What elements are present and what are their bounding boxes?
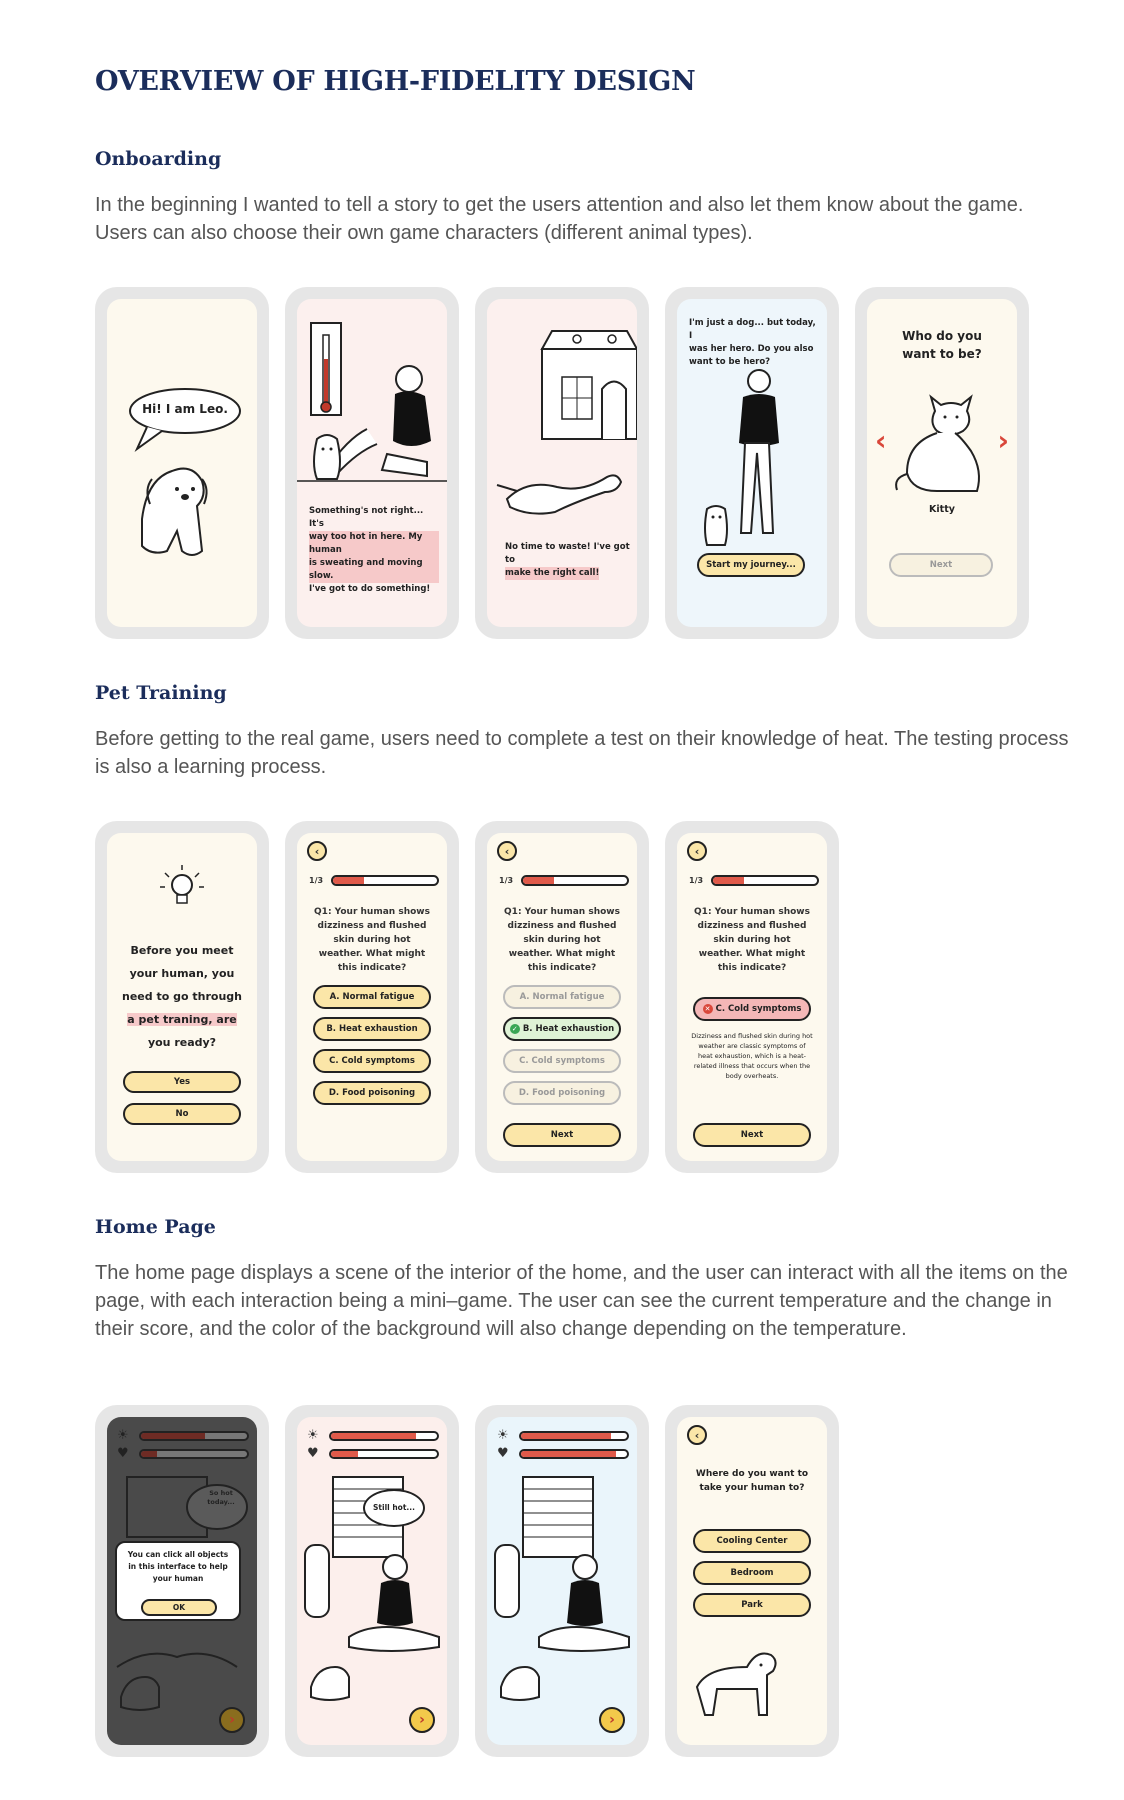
training-screen-1 bbox=[107, 833, 257, 1161]
answer-option-d[interactable]: D. Food poisoning bbox=[313, 1081, 431, 1105]
training-screen-4 bbox=[677, 833, 827, 1161]
story-text-2: Something's not right... It's way too hot in here. My human is sweating and moving slow. I've got to do something! bbox=[309, 505, 439, 596]
next-character-arrow-icon[interactable]: › bbox=[997, 424, 1009, 457]
human-standing-dog-illustration bbox=[677, 299, 827, 627]
training-phone-1 bbox=[95, 821, 269, 1173]
home-interior-illustration bbox=[297, 1417, 447, 1745]
tutorial-popup bbox=[115, 1541, 241, 1621]
yes-button[interactable]: Yes bbox=[123, 1071, 241, 1093]
answer-option-a[interactable]: A. Normal fatigue bbox=[503, 985, 621, 1009]
home-screen-3 bbox=[487, 1417, 637, 1745]
home-phone-1 bbox=[95, 1405, 269, 1757]
training-description: Before getting to the real game, users need to complete a test on their knowledge of heat. The testing process is also a learning process. bbox=[95, 728, 1069, 778]
heart-icon: ♥ bbox=[497, 1446, 509, 1461]
story-text-3: No time to waste! I've got to make the right call! bbox=[505, 542, 630, 578]
character-select-title: Who do you want to be? bbox=[902, 329, 982, 361]
onboarding-phone-1 bbox=[95, 287, 269, 639]
home-screen-2 bbox=[297, 1417, 447, 1745]
answer-option-c[interactable]: C. Cold symptoms bbox=[313, 1049, 431, 1073]
no-button[interactable]: No bbox=[123, 1103, 241, 1125]
training-phone-3 bbox=[475, 821, 649, 1173]
next-arrow-icon[interactable]: › bbox=[409, 1707, 435, 1733]
answer-option-a[interactable]: A. Normal fatigue bbox=[313, 985, 431, 1009]
onboarding-screen-2 bbox=[297, 299, 447, 627]
cross-icon: ✕ bbox=[703, 1004, 713, 1014]
training-phone-2 bbox=[285, 821, 459, 1173]
thought-bubble-text: Still hot... bbox=[373, 1503, 415, 1512]
home-description: The home page displays a scene of the interior of the home, and the user can interact with all the items on the page, with each interaction being a mini–game. The user can see the current temperature and the change in their score, and the color of the background will also change depending on the temperature. bbox=[95, 1262, 1068, 1340]
destination-question: Where do you want to take your human to? bbox=[695, 1469, 809, 1493]
next-button[interactable]: Next bbox=[503, 1123, 621, 1147]
check-icon: ✓ bbox=[510, 1024, 520, 1034]
training-screen-2 bbox=[297, 833, 447, 1161]
quiz-question: Q1: Your human shows dizziness and flushed skin during hot weather. What might this indicate? bbox=[314, 907, 430, 973]
training-heading: Pet Training bbox=[95, 682, 227, 704]
home-phone-2 bbox=[285, 1405, 459, 1757]
onboarding-screen-3 bbox=[487, 299, 637, 627]
training-screen-3 bbox=[487, 833, 637, 1161]
onboarding-screen-1 bbox=[107, 299, 257, 627]
progress-fill bbox=[713, 877, 744, 884]
bedroom-button[interactable]: Bedroom bbox=[693, 1561, 811, 1585]
dog-speech-illustration bbox=[107, 299, 257, 627]
back-arrow-icon[interactable]: ‹ bbox=[687, 1425, 707, 1445]
wrong-answer-option[interactable] bbox=[693, 997, 811, 1021]
quiz-question: Q1: Your human shows dizziness and flushed skin during hot weather. What might this indicate? bbox=[694, 907, 810, 973]
cooling-center-button[interactable]: Cooling Center bbox=[693, 1529, 811, 1553]
onboarding-phone-3 bbox=[475, 287, 649, 639]
answer-option-b-label: B. Heat exhaustion bbox=[522, 1024, 615, 1034]
sun-icon: ☀ bbox=[307, 1428, 319, 1443]
quiz-progress-bar bbox=[711, 875, 819, 886]
back-arrow-icon[interactable]: ‹ bbox=[687, 841, 707, 861]
ok-button[interactable]: OK bbox=[141, 1599, 217, 1616]
cat-illustration bbox=[867, 299, 1017, 627]
sun-icon: ☀ bbox=[117, 1428, 129, 1443]
training-phone-4 bbox=[665, 821, 839, 1173]
previous-character-arrow-icon[interactable]: ‹ bbox=[875, 424, 887, 457]
onboarding-heading: Onboarding bbox=[95, 148, 222, 170]
quiz-progress-bar bbox=[331, 875, 439, 886]
answer-option-d[interactable]: D. Food poisoning bbox=[503, 1081, 621, 1105]
home-phone-3 bbox=[475, 1405, 649, 1757]
start-journey-button[interactable]: Start my journey... bbox=[697, 553, 805, 577]
onboarding-screen-5 bbox=[867, 299, 1017, 627]
sun-icon: ☀ bbox=[497, 1428, 509, 1443]
back-arrow-icon[interactable]: ‹ bbox=[497, 841, 517, 861]
onboarding-phone-2 bbox=[285, 287, 459, 639]
next-arrow-icon[interactable]: › bbox=[599, 1707, 625, 1733]
story-text-4: I'm just a dog... but today, I was her hero. Do you also want to be hero? bbox=[689, 318, 816, 367]
dog-illustration bbox=[677, 1417, 827, 1745]
next-button[interactable]: Next bbox=[889, 553, 993, 577]
park-button[interactable]: Park bbox=[693, 1593, 811, 1617]
next-button[interactable]: Next bbox=[693, 1123, 811, 1147]
progress-label: 1/3 bbox=[309, 876, 324, 885]
home-screen-1 bbox=[107, 1417, 257, 1745]
tutorial-popup-text: You can click all objects in this interface to help your human bbox=[127, 1550, 229, 1583]
wrong-answer-label: C. Cold symptoms bbox=[715, 1004, 802, 1014]
heart-icon: ♥ bbox=[117, 1446, 129, 1461]
home-heading: Home Page bbox=[95, 1216, 216, 1238]
thought-bubble-text: So hot today... bbox=[207, 1489, 235, 1506]
quiz-question: Q1: Your human shows dizziness and flushed skin during hot weather. What might this indicate? bbox=[504, 907, 620, 973]
progress-label: 1/3 bbox=[689, 876, 704, 885]
answer-option-b[interactable]: B. Heat exhaustion bbox=[313, 1017, 431, 1041]
page-title: OVERVIEW OF HIGH-FIDELITY DESIGN bbox=[95, 66, 696, 97]
speech-bubble-text: Hi! I am Leo. bbox=[142, 402, 228, 416]
home-screen-4 bbox=[677, 1417, 827, 1745]
back-arrow-icon[interactable]: ‹ bbox=[307, 841, 327, 861]
progress-label: 1/3 bbox=[499, 876, 514, 885]
character-name: Kitty bbox=[929, 504, 955, 515]
quiz-progress-bar bbox=[521, 875, 629, 886]
onboarding-phone-5 bbox=[855, 287, 1029, 639]
progress-fill bbox=[333, 877, 364, 884]
home-phone-4 bbox=[665, 1405, 839, 1757]
next-arrow-icon[interactable]: › bbox=[219, 1707, 245, 1733]
onboarding-phone-4 bbox=[665, 287, 839, 639]
home-interior-illustration bbox=[487, 1417, 637, 1745]
answer-option-c[interactable]: C. Cold symptoms bbox=[503, 1049, 621, 1073]
progress-fill bbox=[523, 877, 554, 884]
training-intro-text: Before you meet your human, you need to go through a pet traning, are you ready? bbox=[122, 944, 242, 1049]
heart-icon: ♥ bbox=[307, 1446, 319, 1461]
answer-option-b-correct[interactable] bbox=[503, 1017, 621, 1041]
onboarding-screen-4 bbox=[677, 299, 827, 627]
answer-explanation: Dizziness and flushed skin during hot weather are classic symptoms of heat exhaustion, which is a heat-related illness that occurs when the body overheats. bbox=[691, 1032, 813, 1080]
onboarding-description: In the beginning I wanted to tell a story to get the users attention and also let them know about the game. Users can also choose their own game characters (different animal types). bbox=[95, 194, 1024, 244]
